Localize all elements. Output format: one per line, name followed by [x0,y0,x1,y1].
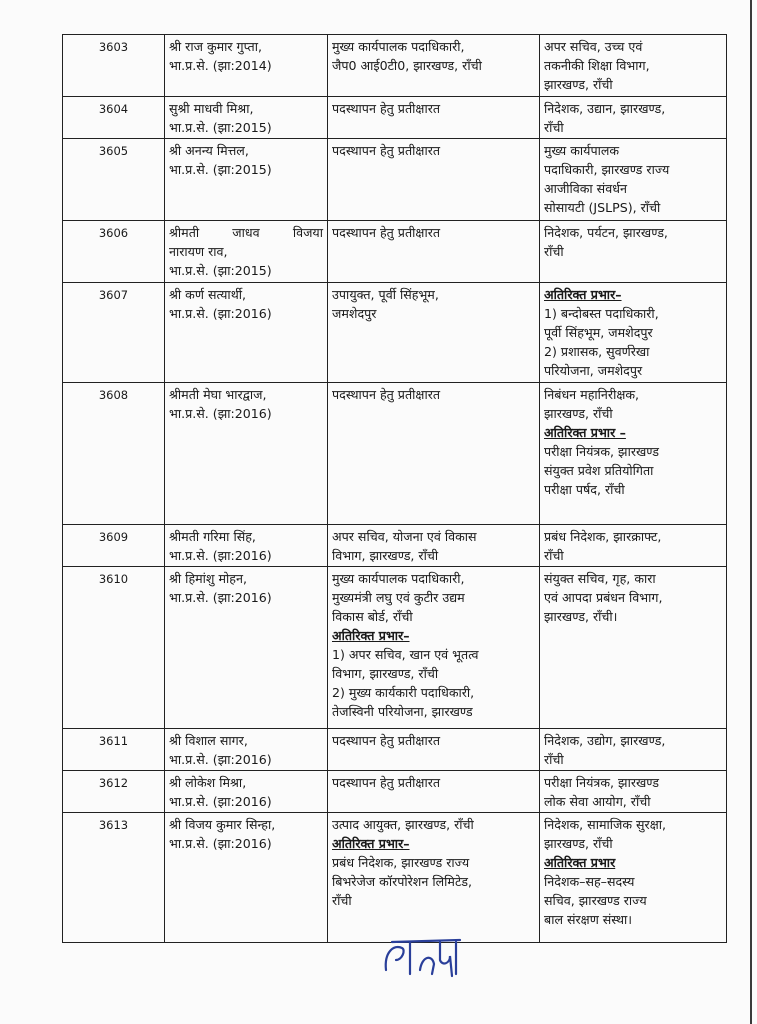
new-posting-line: राँची [544,120,564,135]
officer-cell [165,221,328,283]
new-posting-line: 2) प्रशासक, सुवर्णरेखा [544,344,650,359]
new-posting-line: झारखण्ड, राँची [544,836,613,851]
current-posting-line: विभाग, झारखण्ड, राँची [332,548,439,563]
new-posting-line: संयुक्त सचिव, गृह, कारा [544,571,656,586]
officer-service: भा.प्र.से. (झा:2016) [169,590,272,605]
officer-name: सुश्री माधवी मिश्रा, [169,101,254,116]
additional-charge-line: तेजस्विनी परियोजना, झारखण्ड [332,704,473,719]
table-row [63,283,727,383]
new-posting-cell [540,383,727,525]
additional-charge-heading: अतिरिक्त प्रभार – [544,425,626,440]
table-row [63,97,727,139]
officer-name: श्री विजय कुमार सिन्हा, [169,817,276,832]
new-posting-line: निदेशक, उद्योग, झारखण्ड, [544,733,666,748]
current-posting-cell [328,525,540,567]
new-posting-line: तकनीकी शिक्षा विभाग, [544,58,650,73]
current-posting-line: उपायुक्त, पूर्वी सिंहभूम, [332,287,439,302]
page-edge-line [750,0,752,1024]
current-posting-cell [328,221,540,283]
table-row [63,813,727,943]
additional-charge-line: परीक्षा पर्षद, राँची [544,482,625,497]
additional-charge-heading: अतिरिक्त प्रभार– [332,836,410,851]
table-row [63,139,727,221]
serial-number: 3609 [63,525,165,567]
new-posting-line: प्रबंध निदेशक, झारक्राफ्ट, [544,529,662,544]
officer-cell [165,813,328,943]
new-posting-cell [540,139,727,221]
serial-number: 3613 [63,813,165,943]
current-posting-line: जैप0 आई0टी0, झारखण्ड, राँची [332,58,482,73]
new-posting-line: पदाधिकारी, झारखण्ड राज्य [544,162,670,177]
new-posting-cell [540,567,727,729]
new-posting-line: निबंधन महानिरीक्षक, [544,387,640,402]
officer-service: भा.प्र.से. (झा:2016) [169,752,272,767]
officer-service: भा.प्र.से. (झा:2014) [169,58,272,73]
officer-cell [165,283,328,383]
officer-name-continued: नारायण राव, [169,244,228,259]
additional-charge-line: 1) अपर सचिव, खान एवं भूतत्व [332,647,479,662]
current-posting-line: जमशेदपुर [332,306,377,321]
current-posting-line: विकास बोर्ड, राँची [332,609,413,624]
officer-cell [165,771,328,813]
serial-number: 3611 [63,729,165,771]
additional-charge-heading: अतिरिक्त प्रभार [544,855,616,870]
new-posting-line: आजीविका संवर्धन [544,181,627,196]
officer-name: श्रीमती जाधव विजया [169,225,323,240]
current-posting-line: पदस्थापन हेतु प्रतीक्षारत [332,387,441,402]
new-posting-cell [540,771,727,813]
new-posting-cell [540,525,727,567]
current-posting-line: उत्पाद आयुक्त, झारखण्ड, राँची [332,817,474,832]
new-posting-line: झारखण्ड, राँची [544,406,613,421]
new-posting-line: निदेशक, उद्यान, झारखण्ड, [544,101,666,116]
new-posting-cell [540,813,727,943]
current-posting-cell [328,97,540,139]
new-posting-cell [540,97,727,139]
table-row [63,35,727,97]
table-row [63,525,727,567]
current-posting-line: पदस्थापन हेतु प्रतीक्षारत [332,101,441,116]
additional-charge-line: 2) मुख्य कार्यकारी पदाधिकारी, [332,685,475,700]
new-posting-line: झारखण्ड, राँची। [544,609,618,624]
officer-service: भा.प्र.से. (झा:2016) [169,548,272,563]
new-posting-line: निदेशक, पर्यटन, झारखण्ड, [544,225,668,240]
officer-service: भा.प्र.से. (झा:2016) [169,836,272,851]
transfer-posting-table [62,34,727,943]
officer-cell [165,35,328,97]
officer-name: श्री विशाल सागर, [169,733,248,748]
new-posting-line: 1) बन्दोबस्त पदाधिकारी, [544,306,659,321]
officer-cell [165,729,328,771]
new-posting-line: परीक्षा नियंत्रक, झारखण्ड [544,775,660,790]
officer-cell [165,97,328,139]
officer-name: श्री अनन्य मित्तल, [169,143,249,158]
new-posting-cell [540,35,727,97]
officer-name: श्री लोकेश मिश्रा, [169,775,247,790]
current-posting-cell [328,813,540,943]
current-posting-line: अपर सचिव, योजना एवं विकास [332,529,477,544]
current-posting-cell [328,139,540,221]
current-posting-cell [328,771,540,813]
new-posting-line: झारखण्ड, राँची [544,77,613,92]
additional-charge-line: परीक्षा नियंत्रक, झारखण्ड [544,444,660,459]
new-posting-line: एवं आपदा प्रबंधन विभाग, [544,590,663,605]
new-posting-line: राँची [544,752,564,767]
current-posting-line: पदस्थापन हेतु प्रतीक्षारत [332,143,441,158]
officer-name: श्रीमती गरिमा सिंह, [169,529,256,544]
additional-charge-line: संयुक्त प्रवेश प्रतियोगिता [544,463,654,478]
current-posting-line: मुख्यमंत्री लघु एवं कुटीर उद्यम [332,590,465,605]
officer-service: भा.प्र.से. (झा:2016) [169,794,272,809]
table-row [63,383,727,525]
additional-charge-line: सचिव, झारखण्ड राज्य [544,893,647,908]
handwritten-signature [380,930,470,990]
serial-number: 3606 [63,221,165,283]
new-posting-line: अपर सचिव, उच्च एवं [544,39,643,54]
officer-name: श्री राज कुमार गुप्ता, [169,39,262,54]
table-row [63,567,727,729]
additional-charge-heading: अतिरिक्त प्रभार– [544,287,622,302]
officer-cell [165,139,328,221]
table-row [63,771,727,813]
additional-charge-heading: अतिरिक्त प्रभार– [332,628,410,643]
serial-number: 3610 [63,567,165,729]
table-row [63,221,727,283]
serial-number: 3607 [63,283,165,383]
officer-cell [165,383,328,525]
officer-cell [165,525,328,567]
officer-name: श्री हिमांशु मोहन, [169,571,247,586]
new-posting-cell [540,221,727,283]
serial-number: 3605 [63,139,165,221]
officer-cell [165,567,328,729]
new-posting-line: लोक सेवा आयोग, राँची [544,794,651,809]
serial-number: 3612 [63,771,165,813]
officer-service: भा.प्र.से. (झा:2016) [169,306,272,321]
new-posting-line: राँची [544,244,564,259]
current-posting-cell [328,283,540,383]
officer-service: भा.प्र.से. (झा:2015) [169,162,272,177]
current-posting-cell [328,35,540,97]
new-posting-cell [540,729,727,771]
new-posting-line: पूर्वी सिंहभूम, जमशेदपुर [544,325,653,340]
new-posting-line: परियोजना, जमशेदपुर [544,363,643,378]
new-posting-line: मुख्य कार्यपालक [544,143,620,158]
additional-charge-line: प्रबंध निदेशक, झारखण्ड राज्य [332,855,470,870]
additional-charge-line: राँची [332,893,352,908]
additional-charge-line: बाल संरक्षण संस्था। [544,912,633,927]
officer-name: श्री कर्ण सत्यार्थी, [169,287,247,302]
officer-service: भा.प्र.से. (झा:2015) [169,263,272,278]
additional-charge-line: निदेशक–सह–सदस्य [544,874,635,889]
serial-number: 3603 [63,35,165,97]
officer-name: श्रीमती मेघा भारद्वाज, [169,387,267,402]
current-posting-cell [328,729,540,771]
current-posting-line: मुख्य कार्यपालक पदाधिकारी, [332,39,465,54]
table-row [63,729,727,771]
officer-service: भा.प्र.से. (झा:2016) [169,406,272,421]
new-posting-line: सोसायटी (JSLPS), राँची [544,200,661,215]
officer-service: भा.प्र.से. (झा:2015) [169,120,272,135]
current-posting-cell [328,567,540,729]
current-posting-line: पदस्थापन हेतु प्रतीक्षारत [332,225,441,240]
current-posting-cell [328,383,540,525]
new-posting-line: निदेशक, सामाजिक सुरक्षा, [544,817,666,832]
current-posting-line: पदस्थापन हेतु प्रतीक्षारत [332,775,441,790]
additional-charge-line: बिभरेजेज कॉरपोरेशन लिमिटेड, [332,874,473,889]
new-posting-cell [540,283,727,383]
serial-number: 3604 [63,97,165,139]
current-posting-line: पदस्थापन हेतु प्रतीक्षारत [332,733,441,748]
serial-number: 3608 [63,383,165,525]
current-posting-line: मुख्य कार्यपालक पदाधिकारी, [332,571,465,586]
additional-charge-line: विभाग, झारखण्ड, राँची [332,666,439,681]
new-posting-line: राँची [544,548,564,563]
